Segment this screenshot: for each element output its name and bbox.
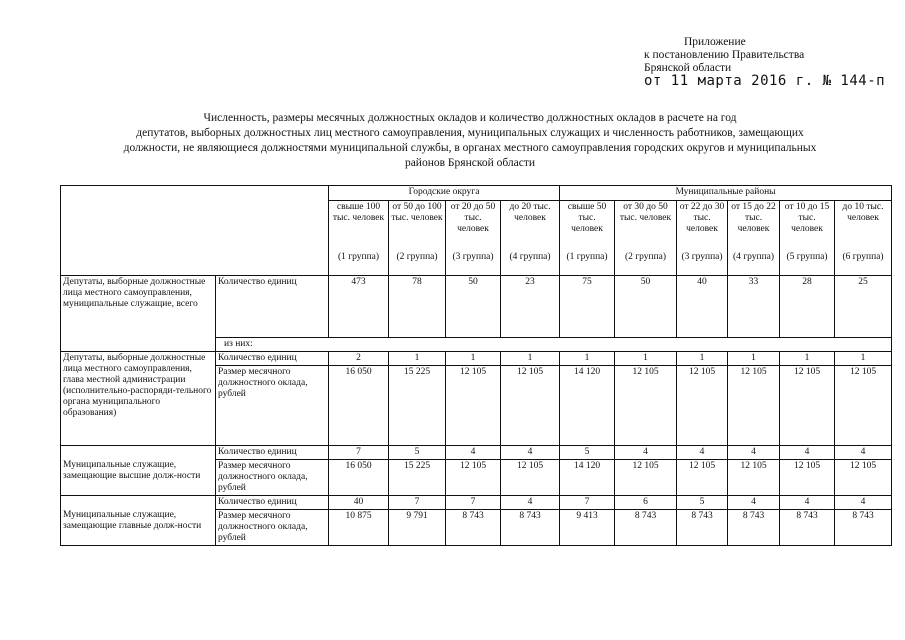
column-header [501,201,560,276]
row-metric: Количество единиц [216,276,329,338]
column-header-group: (5 группа) [786,252,828,262]
table-cell: 7 [389,496,446,510]
table-cell: 12 105 [677,366,728,446]
table-cell: 14 120 [560,366,615,446]
table-cell: 78 [389,276,446,338]
table-cell: 4 [501,496,560,510]
column-header-text: до 20 тыс. человек [509,202,551,223]
column-header [728,201,780,276]
table-cell: 8 743 [615,510,677,546]
appendix-label: Приложение [684,36,746,48]
table-cell: 12 105 [446,366,501,446]
table-cell: 5 [389,446,446,460]
table-cell: 23 [501,276,560,338]
table-cell: 1 [446,352,501,366]
table-cell: 12 105 [677,460,728,496]
table-row-count [61,446,892,460]
table-cell: 4 [835,446,892,460]
table-cell: 40 [677,276,728,338]
column-header-text: от 15 до 22 тыс. человек [731,202,776,234]
appendix-block [644,36,885,88]
table-cell: 5 [677,496,728,510]
table-cell: 1 [615,352,677,366]
title-line-3: должности, не являющиеся должностями муниципальной службы, в органах местного самоуправления городских округов и муниципальных [123,142,817,154]
column-header [615,201,677,276]
appendix-date: от 11 марта 2016 г. № 144-п [644,73,886,89]
column-header [329,201,389,276]
table-cell: 4 [501,446,560,460]
column-header-group: (2 группа) [396,252,438,262]
table-cell: 1 [389,352,446,366]
row-metric: Размер месячного должностного оклада, рублей [216,510,329,546]
column-header-text: от 20 до 50 тыс. человек [450,202,496,234]
table-cell: 4 [446,446,501,460]
title-line-4: районов Брянской области [404,157,536,169]
row-metric: Количество единиц [216,352,329,366]
table-row-count [61,496,892,510]
table-cell: 1 [677,352,728,366]
table-cell: 8 743 [835,510,892,546]
group-header-cities: Городские округа [329,186,560,201]
table-cell: 4 [835,496,892,510]
column-header-text: свыше 50 тыс. человек [567,202,607,234]
table-cell: 12 105 [835,460,892,496]
table-cell: 14 120 [560,460,615,496]
column-header-group: (4 группа) [509,252,551,262]
table-cell: 1 [560,352,615,366]
table-cell: 15 225 [389,460,446,496]
table-cell: 9 413 [560,510,615,546]
column-header [389,201,446,276]
column-header-text: от 22 до 30 тыс. человек [679,202,725,234]
table-cell: 12 105 [728,366,780,446]
table-cell: 33 [728,276,780,338]
table-cell: 12 105 [728,460,780,496]
column-header-group: (3 группа) [452,252,494,262]
table-cell: 8 743 [780,510,835,546]
table-cell: 12 105 [446,460,501,496]
column-header [780,201,835,276]
staffing-table [60,185,892,546]
table-cell: 1 [728,352,780,366]
group-header-districts: Муниципальные районы [560,186,892,201]
column-header-text: от 50 до 100 тыс. человек [391,202,443,223]
column-header [560,201,615,276]
column-header-text: свыше 100 тыс. человек [332,202,385,223]
document-title [60,111,880,171]
table-cell: 4 [728,496,780,510]
row-category: Депутаты, выборные должностные лица местного самоуправления, муниципальные служащие, всего [61,276,216,352]
column-header-group: (1 группа) [566,252,608,262]
table-cell: 7 [560,496,615,510]
table-cell: 7 [446,496,501,510]
table-cell: 16 050 [329,460,389,496]
table-cell: 4 [677,446,728,460]
table-cell: 12 105 [615,460,677,496]
table-cell: 16 050 [329,366,389,446]
row-metric: Количество единиц [216,496,329,510]
table-cell: 25 [835,276,892,338]
table-cell: 50 [446,276,501,338]
table-cell: 12 105 [501,366,560,446]
table-cell: 4 [780,446,835,460]
table-cell: 40 [329,496,389,510]
row-metric: Количество единиц [216,446,329,460]
column-header-text: до 10 тыс. человек [842,202,884,223]
table-cell: 6 [615,496,677,510]
table-cell: 8 743 [728,510,780,546]
table-cell: 28 [780,276,835,338]
table-cell: 8 743 [501,510,560,546]
table-cell: 12 105 [615,366,677,446]
row-category: Муниципальные служащие, замещающие высшие долж-ности [61,446,216,496]
table-cell: 4 [615,446,677,460]
appendix-region: Брянской области [644,62,732,74]
of-them-label: из них: [216,338,892,352]
table-cell: 8 743 [446,510,501,546]
row-category: Муниципальные служащие, замещающие главные долж-ности [61,496,216,546]
table-cell: 75 [560,276,615,338]
column-header-group: (2 группа) [624,252,667,262]
table-cell: 473 [329,276,389,338]
table-cell: 12 105 [780,366,835,446]
table-cell: 15 225 [389,366,446,446]
group-header-row [61,186,892,201]
row-category: Депутаты, выборные должностные лица местного самоуправления, глава местной администрации (исполнительно-распоряди-тельного органа муниципального образования) [61,352,216,446]
table-cell: 4 [728,446,780,460]
column-header-group: (1 группа) [337,252,380,262]
column-header-group: (3 группа) [681,252,723,262]
table-cell: 4 [780,496,835,510]
table-row-total [61,276,892,338]
column-header [835,201,892,276]
column-header [677,201,728,276]
appendix-decree: к постановлению Правительства [644,49,805,61]
table-cell: 1 [780,352,835,366]
table-cell: 8 743 [677,510,728,546]
table-cell: 2 [329,352,389,366]
table-cell: 12 105 [501,460,560,496]
row-metric: Размер месячного должностного оклада, рублей [216,460,329,496]
table-cell: 12 105 [835,366,892,446]
table-cell: 12 105 [780,460,835,496]
table-cell: 1 [501,352,560,366]
table-cell: 10 875 [329,510,389,546]
column-header [446,201,501,276]
table-cell: 5 [560,446,615,460]
corner-cell [61,186,329,276]
table-cell: 1 [835,352,892,366]
table-row-count [61,352,892,366]
table-cell: 50 [615,276,677,338]
row-metric: Размер месячного должностного оклада, рублей [216,366,329,446]
title-line-1: Численность, размеры месячных должностных окладов и количество должностных окладов в расчете на год [203,112,737,124]
column-header-group: (6 группа) [842,252,884,262]
title-line-2: депутатов, выборных должностных лиц местного самоуправления, муниципальных служащих и численность работников, замещающих [136,127,804,139]
table-cell: 9 791 [389,510,446,546]
column-header-text: от 10 до 15 тыс. человек [784,202,830,234]
column-header-group: (4 группа) [732,252,775,262]
column-header-text: от 30 до 50 тыс. человек [619,202,672,223]
table-cell: 7 [329,446,389,460]
